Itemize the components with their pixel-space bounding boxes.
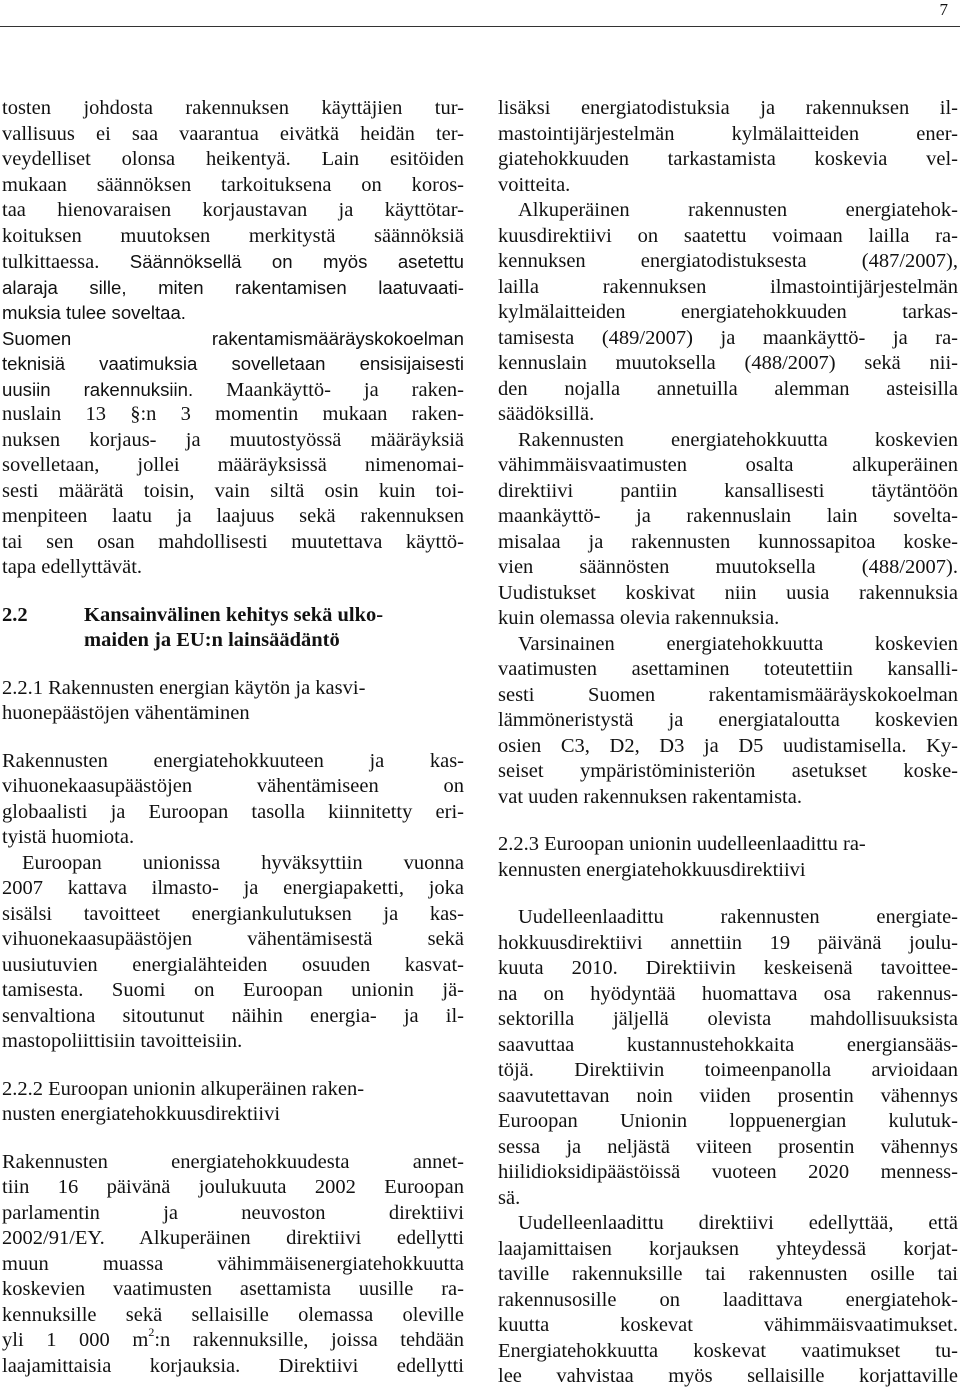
- spacer: [498, 883, 958, 905]
- text-line: saavutettavan noin viiden prosentin vähennys: [498, 1084, 958, 1107]
- spacer: [2, 1128, 464, 1150]
- text-line: lailla rakennuksen ilmastointijärjestelmän: [498, 275, 958, 298]
- text-line: laajamittaisia korjauksia. Direktiivi edellytti: [2, 1354, 464, 1377]
- text-line: sä.: [498, 1186, 521, 1209]
- left-column: [2, 96, 464, 1379]
- text-line: mastopoliittisiin tavoitteisiin.: [2, 1030, 243, 1052]
- paragraph: [2, 1150, 464, 1380]
- paragraph: [2, 749, 464, 851]
- spacer: [2, 654, 464, 676]
- heading-line: 2.2.2 Euroopan unionin alkuperäinen raken-: [2, 1077, 365, 1100]
- text-line: koituksen muutoksen merkitystä säännöksiä: [2, 224, 464, 247]
- text-line: giatehokkuuden tarkastamista koskevia vel-: [498, 148, 958, 170]
- text-line: maankäyttö- ja rakennuslain lain sovelta-: [498, 505, 958, 527]
- text-line: lee vahvistaa myös sellaisille korjattaville: [498, 1365, 958, 1387]
- text-line: sisälsi tavoitteet energiankulutuksen ja kas-: [2, 902, 464, 925]
- paragraph: [498, 96, 958, 198]
- text-line: nuslain 13 §:n 3 momentin mukaan raken-: [2, 403, 464, 425]
- text-line: direktiivi pantiin kansallisesti täytäntöön: [498, 479, 958, 502]
- paragraph: [498, 632, 958, 811]
- spacer: [2, 727, 464, 749]
- text-line: 2007 kattava ilmasto- ja energiapaketti, joka: [2, 877, 464, 899]
- text-line: uusiutuvien energialähteiden osuuden kasvat-: [2, 953, 464, 976]
- text-line: rakennusosille on laadittava energiatehok-: [498, 1288, 958, 1311]
- text-line: Varsinainen energiatehokkuutta koskevien: [518, 632, 958, 655]
- text-line: kuuta 2010. Direktiivin keskeisenä tavoittee-: [498, 957, 958, 979]
- spacer: [2, 1055, 464, 1077]
- text-line: vat uuden rakennuksen rakentamista.: [498, 785, 802, 808]
- text-line: tamisesta. Suomi on Euroopan unionin jä-: [2, 979, 464, 1001]
- heading-line: kennusten energiatehokkuusdirektiivi: [498, 858, 806, 881]
- text-line: Alkuperäinen rakennusten energiatehok-: [518, 199, 958, 221]
- section-heading-2-2: [2, 603, 464, 654]
- text-line: Rakennusten energiatehokkuudesta annet-: [2, 1150, 464, 1173]
- text-line: tiin 16 päivänä joulukuuta 2002 Euroopan: [2, 1176, 464, 1198]
- text-line: menpiteen laatu ja laajuus sekä rakennuksen: [2, 505, 464, 527]
- text-line: tapa edellyttävät.: [2, 556, 143, 578]
- text-fragment: Maankäyttö- ja raken-: [193, 378, 464, 401]
- text-line: seiset ympäristöministeriön asetukset koske-: [498, 760, 958, 782]
- text-fragment: yli 1 000 m: [2, 1329, 149, 1351]
- text-line: töjä. Direktiivin toimeenpanolla arvioidaan: [498, 1059, 958, 1081]
- paragraph: [2, 851, 464, 1055]
- text-line: tamisesta (489/2007) ja maankäyttö- ja ra-: [498, 326, 958, 349]
- text-line: veydelliset olonsa heikentyä. Lain esitöiden: [2, 148, 464, 170]
- text-line: Uudelleenlaadittu direktiivi edellyttää, että: [518, 1212, 958, 1234]
- text-line: mukaan säännöksen tarkoituksena on koros-: [2, 173, 464, 196]
- subsection-heading-2-2-1: [2, 676, 464, 727]
- text-line: sektorilla jäljellä olevista mahdollisuuksista: [498, 1008, 958, 1030]
- text-line: Energiatehokkuutta koskevat vaatimukset tu-: [498, 1339, 958, 1362]
- text-line: Rakennusten energiatehokkuutta koskevien: [518, 428, 958, 451]
- subsection-heading-2-2-2: [2, 1077, 464, 1128]
- sans-line: Suomen rakentamismääräyskokoelman: [2, 327, 464, 349]
- text-line: mastointijärjestelmän kylmälaitteiden ener-: [498, 122, 958, 145]
- text-line: vaatimusten asettaminen toteutettiin kansalli-: [498, 658, 958, 680]
- paragraph: [498, 1211, 958, 1390]
- text-line: taa hienovaraisen korjaustavan ja käyttötar-: [2, 199, 464, 221]
- text-line: Uudistukset koskivat niin uusia rakennuksia: [498, 581, 958, 604]
- text-line: sessa ja neljästä viiteen prosentin vähennys: [498, 1135, 958, 1158]
- text-line: sesti määrätä toisin, vain siltä osin kuin toi-: [2, 479, 464, 502]
- text-line: Euroopan Unionin loppuenergian kulutuk-: [498, 1110, 958, 1132]
- text-line: senvaltiona sitoutunut näihin energia- ja il-: [2, 1004, 464, 1027]
- text-fragment: tulkittaessa.: [2, 251, 100, 273]
- text-line: kuutta koskevat vähimmäisvaatimukset.: [498, 1314, 958, 1336]
- text-line: Uudelleenlaadittu rakennusten energiate-: [518, 906, 958, 928]
- sans-fragment: Säännöksellä on myös asetettu: [99, 251, 464, 272]
- text-line: kuusdirektiivi on saatettu voimaan lailla ra-: [498, 224, 958, 247]
- heading-line: nusten energiatehokkuusdirektiivi: [2, 1103, 281, 1125]
- right-column: [498, 96, 958, 1390]
- paragraph: [498, 198, 958, 428]
- text-line: hokkuusdirektiivi annettiin 19 päivänä joulu-: [498, 931, 958, 954]
- subsection-heading-2-2-3: [498, 832, 958, 883]
- text-line: vallisuus ei saa vaarantua eivätkä heidän ter-: [2, 122, 464, 145]
- text-line: vähimmäisvaatimusten osalta alkuperäinen: [498, 454, 958, 476]
- page-number: 7: [939, 0, 948, 19]
- text-line: koskevien vaatimusten asettamista uusille ra-: [2, 1278, 464, 1300]
- text-line: [2, 1328, 464, 1354]
- text-line: [2, 377, 464, 403]
- text-line: tosten johdosta rakennuksen käyttäjien tur-: [2, 97, 464, 119]
- text-line: kennuksen energiatodistuksesta (487/2007),: [498, 250, 958, 272]
- text-line: taville rakennuksille tai rakennusten osille tai: [498, 1263, 958, 1285]
- text-line: saavuttaa kustannustehokkaita energiansääs-: [498, 1033, 958, 1056]
- sans-fragment: uusiin rakennuksiin.: [2, 378, 194, 400]
- text-line: na on hyödyntää huomattava osa rakennus-: [498, 982, 958, 1005]
- text-line: säädöksillä.: [498, 403, 595, 425]
- sans-line: alaraja sille, miten rakentamisen laatuvaati-: [2, 276, 464, 298]
- text-line: sesti Suomen rakentamismääräyskokoelman: [498, 683, 958, 706]
- left-intro-paragraph: [2, 96, 464, 581]
- text-line: lämmöneristystä ja energiataloutta koskevien: [498, 709, 958, 731]
- text-line: kylmälaitteiden energiatehokkuuden tarkas-: [498, 301, 958, 323]
- text-line: misalaa ja rakennusten kunnossapitoa koske-: [498, 530, 958, 553]
- text-line: 2002/91/EY. Alkuperäinen direktiivi edellytti: [2, 1227, 464, 1249]
- text-line: den nojalla annetuilla alemman asteisilla: [498, 377, 958, 400]
- superscript: 2: [148, 1328, 155, 1340]
- section-number: 2.2: [2, 603, 28, 626]
- spacer: [498, 810, 958, 832]
- text-line: nuksen korjaus- ja muutostyössä määräyksiä: [2, 428, 464, 451]
- spacer: [2, 581, 464, 603]
- text-line: muun muassa vähimmäisenergiatehokkuutta: [2, 1252, 464, 1275]
- text-line: kuin olemassa olevia rakennuksia.: [498, 607, 780, 629]
- heading-line: 2.2.3 Euroopan unionin uudelleenlaadittu ra-: [498, 833, 866, 855]
- text-fragment: :n rakennuksille, joissa tehdään: [154, 1329, 464, 1351]
- heading-line: Kansainvälinen kehitys sekä ulko-: [84, 603, 384, 626]
- text-line: hiilidioksidipäästöissä vuoteen 2020 menness-: [498, 1161, 958, 1183]
- text-line: Euroopan unionissa hyväksyttiin vuonna: [22, 851, 464, 874]
- text-line: globaalisti ja Euroopan tasolla kiinnitetty eri-: [2, 800, 464, 823]
- text-line: Rakennusten energiatehokkuuteen ja kas-: [2, 749, 464, 772]
- text-line: laajamittaisen korjauksen yhteydessä korjat-: [498, 1237, 958, 1260]
- text-line: parlamentin ja neuvoston direktiivi: [2, 1201, 464, 1224]
- heading-line: maiden ja EU:n lainsäädäntö: [84, 629, 340, 651]
- text-line: lisäksi energiatodistuksia ja rakennuksen il-: [498, 97, 958, 119]
- text-line: vihuonekaasupäästöjen vähentämiseen on: [2, 775, 464, 797]
- text-line: voitteita.: [498, 173, 571, 196]
- text-line: vihuonekaasupäästöjen vähentämisestä sekä: [2, 928, 464, 950]
- section-title: [84, 603, 464, 654]
- heading-line: 2.2.1 Rakennusten energian käytön ja kasvi-: [2, 676, 366, 699]
- sans-line: muksia tulee soveltaa.: [2, 302, 186, 323]
- text-line: [2, 249, 464, 275]
- header-rule: [0, 26, 960, 27]
- sans-line: teknisiä vaatimuksia sovelletaan ensisijaisesti: [2, 353, 464, 374]
- paragraph: [498, 905, 958, 1211]
- text-line: osien C3, D2, D3 ja D5 uudistamisella. Ky-: [498, 734, 958, 757]
- text-line: kennuslain muutoksella (488/2007) sekä nii-: [498, 352, 958, 374]
- heading-line: huonepäästöjen vähentäminen: [2, 702, 250, 724]
- text-line: sovelletaan, jollei määräyksissä nimenomai-: [2, 454, 464, 476]
- text-line: vien säännösten muutoksella (488/2007).: [498, 556, 958, 578]
- text-line: kennuksille sekä sellaisille olemassa oleville: [2, 1303, 464, 1326]
- text-line: tai sen osan mahdollisesti muutettava käyttö-: [2, 530, 464, 553]
- paragraph: [498, 428, 958, 632]
- text-line: tyistä huomiota.: [2, 826, 135, 848]
